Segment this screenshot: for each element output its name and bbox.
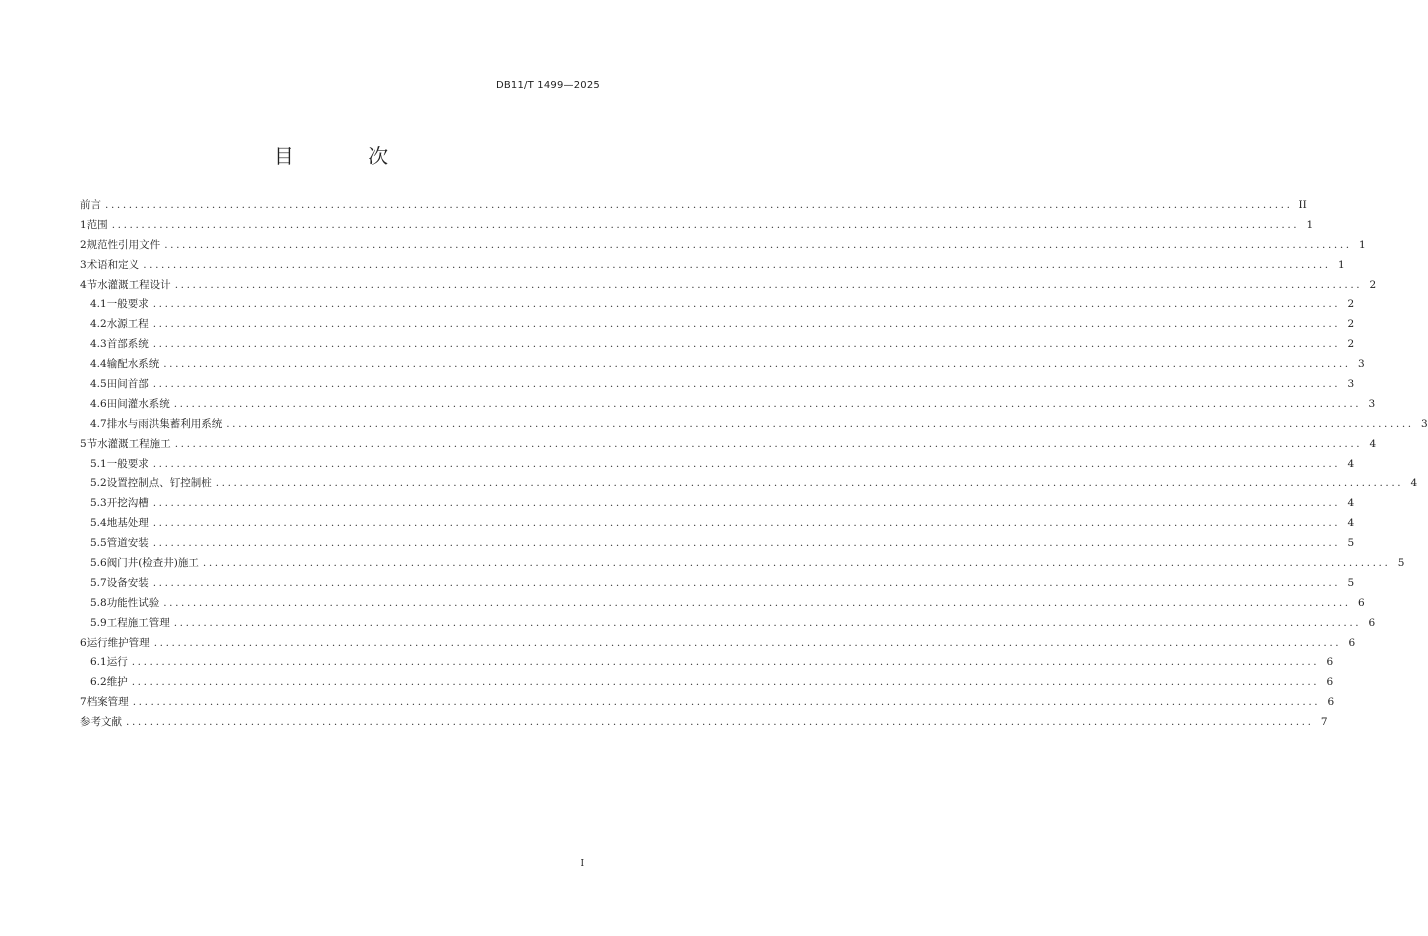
toc-dot-leader: ........................................................................................................................................................................................................ xyxy=(152,338,1341,351)
toc-entry-number: 5.3 xyxy=(90,497,107,510)
toc-entry-page: 2 xyxy=(1347,338,1355,351)
toc-entry[interactable] xyxy=(80,196,1307,216)
toc-entry-title: 阀门井(检查井)施工 xyxy=(106,557,199,570)
toc-dot-leader: ........................................................................................................................................................................................................ xyxy=(173,616,1362,629)
toc-entry[interactable] xyxy=(80,494,1355,514)
toc-entry[interactable] xyxy=(80,295,1355,315)
toc-entry[interactable] xyxy=(80,435,1377,455)
toc-entry-page: 2 xyxy=(1347,298,1355,311)
toc-entry[interactable] xyxy=(80,653,1334,673)
toc-entry-page: 6 xyxy=(1358,596,1365,609)
toc-entry[interactable] xyxy=(80,634,1356,654)
toc-entry-page: 4 xyxy=(1410,477,1418,490)
toc-entry-page: 4 xyxy=(1347,517,1355,530)
toc-entry[interactable] xyxy=(80,534,1355,554)
table-of-contents xyxy=(80,196,1428,733)
toc-entry-title: 维护 xyxy=(106,676,128,689)
toc-entry[interactable] xyxy=(80,574,1355,594)
toc-entry[interactable] xyxy=(80,216,1314,236)
toc-dot-leader: ........................................................................................................................................................................................................ xyxy=(152,298,1341,311)
toc-entry-number: 2 xyxy=(80,238,87,251)
toc-entry-title: 水源工程 xyxy=(106,318,149,331)
toc-entry[interactable] xyxy=(80,236,1366,256)
toc-entry-page: 6 xyxy=(1368,616,1376,629)
toc-entry-title: 一般要求 xyxy=(106,298,149,311)
toc-dot-leader: ........................................................................................................................................................................................................ xyxy=(163,596,1351,609)
toc-entry-title: 节水灌溉工程施工 xyxy=(86,437,171,450)
toc-dot-leader: ........................................................................................................................................................................................................ xyxy=(152,378,1341,391)
toc-entry-title: 田间首部 xyxy=(106,378,149,391)
toc-entry-number: 5.2 xyxy=(90,477,107,490)
toc-entry-page: 6 xyxy=(1326,656,1334,669)
toc-entry-number: 4.3 xyxy=(90,338,107,351)
toc-entry[interactable] xyxy=(80,415,1428,435)
toc-entry-title: 术语和定义 xyxy=(86,258,140,271)
toc-entry-page: 5 xyxy=(1347,576,1355,589)
toc-entry-page: 2 xyxy=(1369,278,1377,291)
toc-entry-title: 首部系统 xyxy=(106,338,149,351)
toc-entry-number: 5 xyxy=(80,437,87,450)
toc-entry-page: 2 xyxy=(1347,318,1355,331)
toc-dot-leader: ........................................................................................................................................................................................................ xyxy=(215,477,1404,490)
toc-entry[interactable] xyxy=(80,594,1365,614)
toc-dot-leader: ........................................................................................................................................................................................................ xyxy=(202,557,1391,570)
toc-entry-title: 开挖沟槽 xyxy=(106,497,149,510)
toc-entry-number: 5.6 xyxy=(90,557,107,570)
toc-entry-title: 设备安装 xyxy=(106,576,149,589)
toc-dot-leader: ........................................................................................................................................................................................................ xyxy=(152,318,1341,331)
toc-entry-page: 7 xyxy=(1320,716,1328,729)
toc-entry-page: II xyxy=(1298,199,1307,211)
toc-entry-number: 4 xyxy=(80,278,87,291)
toc-entry-number: 6 xyxy=(80,636,87,649)
toc-entry[interactable] xyxy=(80,455,1355,475)
toc-entry[interactable] xyxy=(80,514,1355,534)
toc-entry-number: 5.1 xyxy=(90,457,107,470)
toc-entry-number: 5.5 xyxy=(90,537,107,550)
toc-entry-title: 运行维护管理 xyxy=(86,636,150,649)
toc-dot-leader: ........................................................................................................................................................................................................ xyxy=(126,716,1314,729)
toc-dot-leader: ........................................................................................................................................................................................................ xyxy=(131,676,1320,689)
toc-entry[interactable] xyxy=(80,256,1345,276)
toc-dot-leader: ........................................................................................................................................................................................................ xyxy=(111,218,1300,231)
toc-entry-page: 5 xyxy=(1397,557,1405,570)
toc-entry-number: 5.7 xyxy=(90,576,107,589)
toc-entry-number: 5.8 xyxy=(90,596,107,609)
toc-entry-title: 输配水系统 xyxy=(106,358,160,371)
toc-dot-leader: ........................................................................................................................................................................................................ xyxy=(152,457,1341,470)
document-code: DB11/T 1499—2025 xyxy=(495,80,600,91)
toc-entry[interactable] xyxy=(80,693,1335,713)
page-number: I xyxy=(580,859,584,869)
toc-dot-leader: ........................................................................................................................................................................................................ xyxy=(226,417,1414,430)
toc-entry-number: 4.7 xyxy=(90,417,107,430)
toc-entry[interactable] xyxy=(80,474,1418,494)
toc-entry-title: 范围 xyxy=(86,218,108,231)
toc-entry-number: 4.1 xyxy=(90,298,107,311)
toc-entry-title: 管道安装 xyxy=(106,537,149,550)
toc-entry-title: 档案管理 xyxy=(86,696,129,709)
toc-entry-number: 5.9 xyxy=(90,616,107,629)
toc-entry[interactable] xyxy=(80,673,1334,693)
toc-entry-title: 参考文献 xyxy=(80,716,122,729)
toc-entry-title: 规范性引用文件 xyxy=(86,238,161,251)
toc-entry-title: 一般要求 xyxy=(106,457,149,470)
toc-entry-title: 节水灌溉工程设计 xyxy=(86,278,171,291)
toc-entry-page: 4 xyxy=(1369,437,1377,450)
toc-entry[interactable] xyxy=(80,713,1328,733)
toc-entry-page: 1 xyxy=(1359,238,1366,251)
toc-entry-title: 地基处理 xyxy=(106,517,149,530)
toc-entry-title: 功能性试验 xyxy=(106,596,160,609)
toc-entry-title: 运行 xyxy=(106,656,128,669)
toc-entry[interactable] xyxy=(80,335,1355,355)
toc-entry-number: 4.4 xyxy=(90,358,107,371)
toc-entry-number: 4.6 xyxy=(90,397,107,410)
toc-dot-leader: ........................................................................................................................................................................................................ xyxy=(152,537,1341,550)
toc-entry-number: 5.4 xyxy=(90,517,107,530)
toc-dot-leader: ........................................................................................................................................................................................................ xyxy=(152,517,1341,530)
toc-dot-leader: ........................................................................................................................................................................................................ xyxy=(153,636,1342,649)
toc-dot-leader: ........................................................................................................................................................................................................ xyxy=(105,199,1293,211)
toc-entry-page: 4 xyxy=(1347,497,1355,510)
toc-entry-number: 6.2 xyxy=(90,676,107,689)
toc-dot-leader: ........................................................................................................................................................................................................ xyxy=(143,258,1331,271)
toc-entry-page: 1 xyxy=(1306,218,1314,231)
toc-dot-leader: ........................................................................................................................................................................................................ xyxy=(132,696,1321,709)
toc-entry-page: 3 xyxy=(1368,397,1376,410)
toc-entry[interactable] xyxy=(80,276,1377,296)
toc-entry-title: 田间灌水系统 xyxy=(106,397,170,410)
toc-entry-number: 4.2 xyxy=(90,318,107,331)
toc-entry-page: 6 xyxy=(1327,696,1335,709)
toc-entry-title: 前言 xyxy=(80,199,101,211)
toc-entry-page: 4 xyxy=(1347,457,1355,470)
toc-dot-leader: ........................................................................................................................................................................................................ xyxy=(164,238,1352,251)
toc-entry-page: 3 xyxy=(1421,417,1428,430)
toc-entry-title: 排水与雨洪集蓄利用系统 xyxy=(106,417,223,430)
toc-entry[interactable] xyxy=(80,614,1376,634)
toc-entry-number: 4.5 xyxy=(90,378,107,391)
toc-entry-page: 3 xyxy=(1347,378,1355,391)
toc-entry-page: 1 xyxy=(1338,258,1345,271)
toc-entry-page: 6 xyxy=(1326,676,1334,689)
toc-entry[interactable] xyxy=(80,355,1365,375)
toc-entry-page: 3 xyxy=(1358,358,1365,371)
toc-entry[interactable] xyxy=(80,554,1405,574)
toc-entry-page: 5 xyxy=(1347,537,1355,550)
toc-entry[interactable] xyxy=(80,375,1355,395)
toc-dot-leader: ........................................................................................................................................................................................................ xyxy=(152,497,1341,510)
toc-dot-leader: ........................................................................................................................................................................................................ xyxy=(163,358,1351,371)
toc-entry-number: 7 xyxy=(80,696,87,709)
toc-dot-leader: ........................................................................................................................................................................................................ xyxy=(173,397,1362,410)
page-title: 目 次 xyxy=(273,144,423,168)
toc-dot-leader: ........................................................................................................................................................................................................ xyxy=(174,437,1363,450)
toc-dot-leader: ........................................................................................................................................................................................................ xyxy=(131,656,1320,669)
toc-entry-number: 6.1 xyxy=(90,656,107,669)
toc-entry-number: 3 xyxy=(80,258,87,271)
toc-entry[interactable] xyxy=(80,395,1376,415)
toc-dot-leader: ........................................................................................................................................................................................................ xyxy=(152,576,1341,589)
toc-entry-title: 设置控制点、钉控制桩 xyxy=(106,477,212,490)
toc-dot-leader: ........................................................................................................................................................................................................ xyxy=(174,278,1363,291)
toc-entry-page: 6 xyxy=(1348,636,1356,649)
toc-entry-number: 1 xyxy=(80,218,87,231)
toc-entry-title: 工程施工管理 xyxy=(106,616,170,629)
toc-entry[interactable] xyxy=(80,315,1355,335)
